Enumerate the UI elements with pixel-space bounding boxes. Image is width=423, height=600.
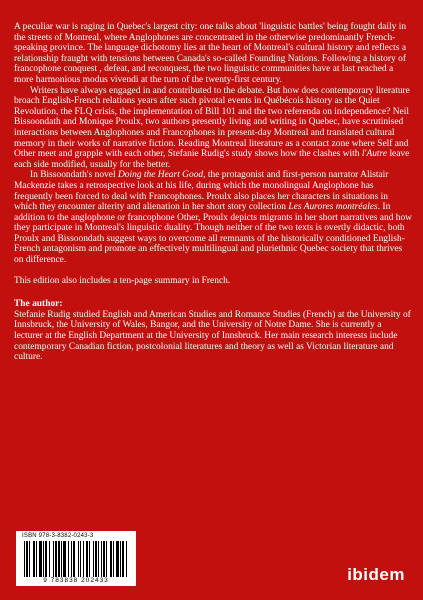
isbn-label: ISBN 978-3-8382-0243-3 [22, 533, 94, 539]
barcode-bar [63, 541, 66, 577]
barcode-bar [58, 541, 60, 577]
barcode-bars [24, 541, 128, 577]
barcode-digits: 9 783838 202433 [43, 577, 109, 584]
barcode-bar [68, 541, 69, 577]
barcode-bar [98, 541, 99, 577]
barcode-bar [110, 541, 112, 577]
barcode-bar [53, 541, 54, 577]
blurb-p2-text-end: leave each side modified, usually for the better. [14, 149, 410, 170]
barcode-bar [49, 541, 50, 577]
barcode-bar [39, 541, 42, 577]
barcode-bar [71, 541, 72, 577]
author-bio: Stefanie Rudig studied English and American Studies and Romance Studies (French) at the University of Innsbruck, the University of Wales, Bangor, and the University of Notre Dame. She is currently a lecturer at the English Department at the University of Innsbruck. Her main research interests include contemporary Canadian fiction, postcolonial literatures and theory as well as Victorian literature and culture. [14, 309, 411, 363]
blurb-paragraph-4: This edition also includes a ten-page summary in French. [14, 275, 231, 286]
barcode-bar [26, 541, 28, 577]
barcode-bar [101, 541, 102, 577]
novel-title: Doing the Heart Good [117, 170, 204, 181]
blurb-p2-text: Writers have always engaged in and contributed to the debate. But how does contemporary literature broach English-French relations years after such pivotal events in Québécois history as the Quiet Revolution, the FLQ crisis, the implementation of Bill 101 and the two referenda on independence? Neil Bissoondath and Monique Proulx, two authors presently living and writing in Quebec, have scrutinised interactions between Anglophones and Francophones in present-day Montreal and translated cultural memory in their works of narrative fiction. Reading Montreal literature as a contact zone where Self and Other meet and grapple with each other, Stefanie Rudig's study shows how the clashes with [14, 85, 410, 160]
barcode-bar [113, 541, 114, 577]
author-heading: The author: [14, 299, 63, 310]
barcode-bar [43, 541, 44, 577]
barcode-bar [116, 541, 119, 577]
barcode-bar [61, 541, 62, 577]
barcode-bar [55, 541, 57, 577]
barcode-bar [36, 541, 37, 577]
back-cover-text [14, 22, 412, 363]
collection-title: Les Aurores montréales [288, 202, 378, 213]
barcode-bar [120, 541, 121, 577]
blurb-p3-text-end: . In addition to the anglophone or francophone Other, Proulx depicts migrants in her short narratives and how they participate in Montreal's linguistic duality. Though neither of the two texts is overtly didactic, both Proulx and Bissoondath suggest ways to overcome all remnants of the historically conditioned English-French antagonism and promote an effectively multilingual and pluriethnic Quebec society that thrives on difference. [14, 202, 412, 266]
publisher-logo: ibidem [347, 565, 405, 584]
barcode-bar [106, 541, 107, 577]
barcode-bar [93, 541, 94, 577]
barcode-bar [83, 541, 84, 577]
barcode-bar [103, 541, 105, 577]
barcode-bar [78, 541, 79, 577]
blurb-paragraph-3 [14, 170, 412, 265]
barcode-bar [126, 541, 127, 577]
barcode-bar [29, 541, 30, 577]
barcode-bar [86, 541, 88, 577]
barcode-bar [122, 541, 124, 577]
barcode-bar [73, 541, 75, 577]
barcode-bar [80, 541, 81, 577]
barcode-bar [45, 541, 47, 577]
isbn-barcode [16, 531, 136, 586]
blurb-paragraph-1: A peculiar war is raging in Quebec's largest city: one talks about 'linguistic battles' being fought daily in the streets of Montreal, where Anglophones are concentrated in the otherwise predominantly French-speaking province. The language dichotomy lies at the heart of Montreal's cultural history and reflects a relationship fraught with tensions between Canada's so-called Founding Nations. Following a history of francophone conquest , defeat, and reconquest, the two linguistic communities have at last reached a more harmonious modus vivendi at the turn of the twenty-first century. [14, 22, 407, 85]
barcode-bar [89, 541, 90, 577]
barcode-bar [33, 541, 35, 577]
blurb-paragraph-2 [14, 86, 412, 171]
blurb-p3-text: In Bissoondath's novel [30, 170, 118, 181]
blurb-p2-italic: l'Autre [361, 149, 388, 160]
barcode-bar [95, 541, 97, 577]
blurb-p3-text-mid: , the protagonist and first-person narrator Alistair Mackenzie takes a retrospective look at his life, during which the monolingual Anglophone has frequently been forced to deal with Francophones. Proulx also places her characters in situations in which they encounter alterity and alienation in her short story collection [14, 170, 389, 213]
barcode-bar [24, 541, 25, 577]
